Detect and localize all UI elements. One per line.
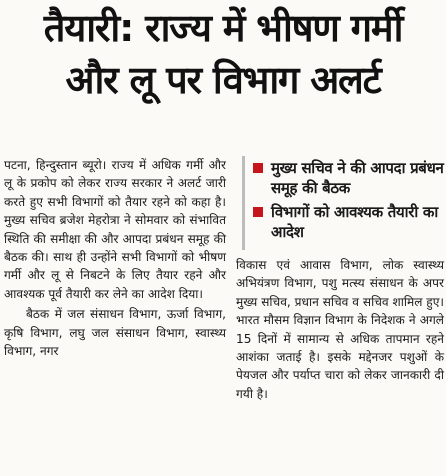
article-paragraph-1: पटना, हिन्दुस्तान ब्यूरो। राज्य में अधिक गर्मी और लू के प्रकोप को लेकर राज्य सरकार ने अलर्ट जारी करते हुए सभी विभागों को तैयार रहने को कहा है। मुख्य सचिव ब्रजेश मेहरोत्रा ने सोमवार को संभावित स्थिति की समीक्षा की और आपदा प्रबंधन समूह की बैठक की। साथ ही उन्होंने सभी विभागों को भीषण गर्मी और लू से निबटने के लिए तैयार रहने और आवश्यक पूर्व तैयारी कर लेने का आदेश दिया। — [4, 158, 226, 301]
highlight-text: विभागों को आवश्यक तैयारी का आदेश — [271, 203, 439, 241]
article-paragraph-2: बैठक में जल संसाधन विभाग, ऊर्जा विभाग, कृषि विभाग, लघु जल संसाधन विभाग, स्वास्थ्य विभाग, नगर — [4, 307, 226, 359]
headline — [0, 2, 446, 106]
highlight-item — [253, 158, 444, 198]
highlights-box — [242, 156, 444, 250]
article-left-column — [4, 156, 226, 360]
red-square-bullet-icon — [253, 163, 263, 173]
highlight-text: मुख्य सचिव ने की आपदा प्रबंधन समूह की बैठक — [271, 159, 444, 197]
article-right-column — [236, 156, 444, 403]
red-square-bullet-icon — [253, 207, 263, 217]
highlight-item — [253, 202, 444, 242]
article-paragraph-3: विकास एवं आवास विभाग, लोक स्वास्थ्य अभियंत्रण विभाग, पशु मत्स्य संसाधन के अपर मुख्य सचिव, प्रधान सचिव व सचिव शामिल हुए। भारत मौसम विज्ञान विभाग के निदेशक ने अगले 15 दिनों में सामान्य से अधिक तापमान रहने आशंका जताई है। इसके मद्देनजर पशुओं के पेयजल और पर्याप्त चारा को लेकर जानकारी दी गयी है। — [236, 258, 444, 401]
headline-line-1: तैयारी: राज्य में भीषण गर्मी — [43, 6, 403, 50]
headline-line-2: और लू पर विभाग अलर्ट — [65, 58, 381, 102]
